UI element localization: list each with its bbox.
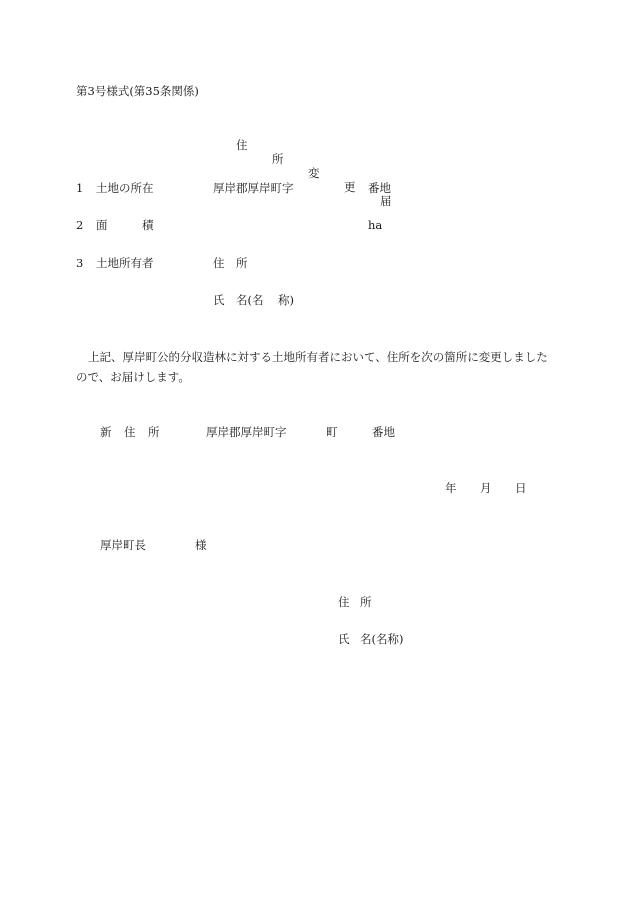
item2-label-char-2: 積 — [142, 218, 154, 232]
item2-unit: ha — [368, 218, 383, 232]
item3-name-label-2: 名(名 — [236, 293, 264, 307]
addressee-name: 厚岸町長 — [100, 538, 146, 552]
title-char-5: 届 — [380, 194, 392, 208]
item3-name-label-3: 称) — [278, 293, 294, 307]
new-address-town: 町 — [326, 425, 338, 439]
item1-number: 1 — [76, 181, 84, 195]
applicant-address-label-1: 住 — [338, 595, 350, 609]
item1-value: 厚岸郡厚岸町字 — [213, 181, 294, 195]
date-day: 日 — [515, 481, 527, 495]
title-char-3: 変 — [308, 166, 320, 180]
title-char-2: 所 — [272, 152, 284, 166]
applicant-name-label-2: 名(名称) — [360, 632, 404, 646]
item1-label: 土地の所在 — [96, 181, 154, 195]
item3-number: 3 — [76, 256, 84, 270]
date-year: 年 — [445, 481, 457, 495]
item2-number: 2 — [76, 218, 84, 232]
item1-suffix: 番地 — [368, 181, 391, 195]
applicant-name-label-1: 氏 — [338, 632, 350, 646]
item3-label: 土地所有者 — [96, 256, 154, 270]
item3-address-label-2: 所 — [236, 256, 248, 270]
item2-label-char-1: 面 — [96, 218, 108, 232]
title-char-4: 更 — [344, 180, 356, 194]
applicant-address-label-2: 所 — [360, 595, 372, 609]
new-address-label-2: 住 — [124, 425, 136, 439]
new-address-label-3: 所 — [148, 425, 160, 439]
item3-address-label-1: 住 — [213, 256, 225, 270]
title-char-1: 住 — [236, 138, 248, 152]
new-address-value: 厚岸郡厚岸町字 — [206, 425, 287, 439]
item3-name-label-1: 氏 — [213, 293, 225, 307]
addressee-honorific: 様 — [195, 538, 207, 552]
form-label: 第3号様式(第35条関係) — [76, 84, 199, 98]
new-address-label-1: 新 — [100, 425, 112, 439]
notification-paragraph: 上記、厚岸町公的分収造林に対する土地所有者において、住所を次の箇所に変更しましたので、お届けします。 — [76, 350, 548, 384]
new-address-suffix: 番地 — [372, 425, 395, 439]
date-month: 月 — [480, 481, 492, 495]
